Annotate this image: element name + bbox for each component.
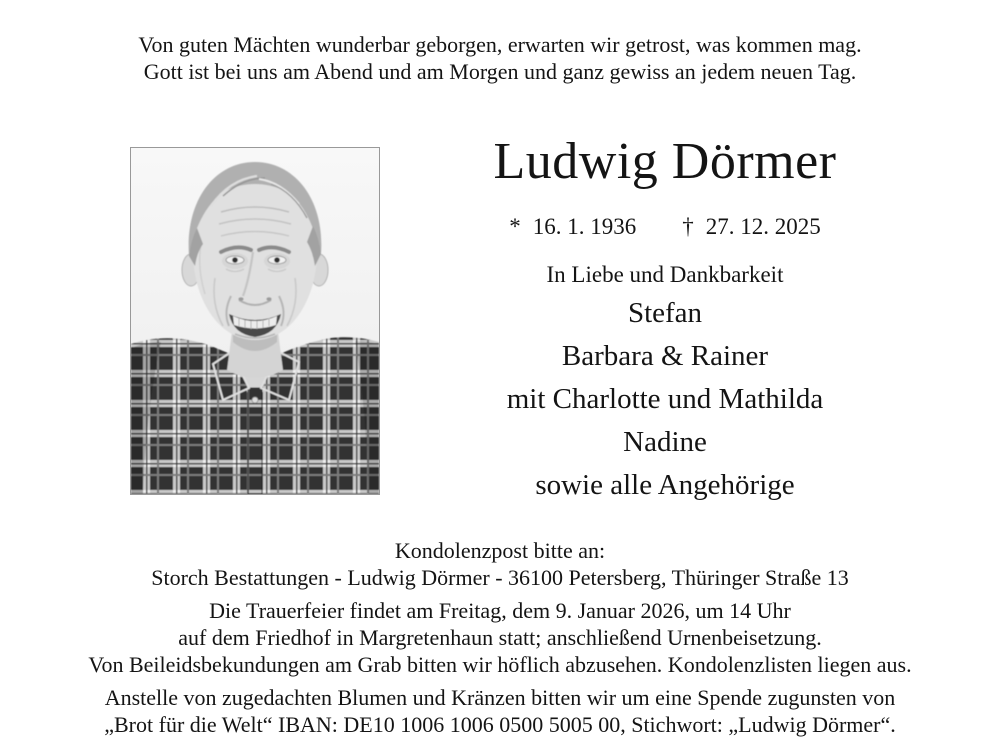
mourner-name: Stefan xyxy=(627,297,703,329)
mourner-name: Barbara & Rainer xyxy=(561,340,769,372)
donation-block xyxy=(0,684,1000,738)
portrait-photo xyxy=(130,147,380,495)
mourner-name: sowie alle Angehörige xyxy=(535,469,795,501)
condolence-heading: Kondolenzpost bitte an: xyxy=(394,538,606,563)
birth-date-group xyxy=(509,214,636,239)
portrait-illustration xyxy=(131,148,379,494)
donation-line-2: „Brot für die Welt“ IBAN: DE10 1006 1006 0500 5005 00, Stichwort: „Ludwig Dörmer“. xyxy=(104,712,896,737)
announcement-column xyxy=(420,133,910,507)
deceased-name: Ludwig Dörmer xyxy=(493,133,837,190)
funeral-block xyxy=(0,597,1000,678)
verse-line-1: Von guten Mächten wunderbar geborgen, erwarten wir getrost, was kommen mag. xyxy=(138,32,862,57)
birth-star-symbol: * xyxy=(509,214,521,239)
life-dates xyxy=(420,213,910,241)
verse-line-2: Gott ist bei uns am Abend und am Morgen und ganz gewiss an jedem neuen Tag. xyxy=(143,59,857,84)
birth-date: 16. 1. 1936 xyxy=(532,214,637,239)
death-date-group xyxy=(682,214,821,239)
funeral-line-3: Von Beileidsbekundungen am Grab bitten wir höflich abzusehen. Kondolenzlisten liegen aus. xyxy=(88,652,912,677)
information-block xyxy=(0,531,1000,738)
mourner-name: Nadine xyxy=(623,426,707,458)
mourner-name: mit Charlotte und Mathilda xyxy=(506,383,824,415)
condolence-address: Storch Bestattungen - Ludwig Dörmer - 36100 Petersberg, Thüringer Straße 13 xyxy=(151,565,849,590)
opening-verse xyxy=(0,31,1000,85)
death-date: 27. 12. 2025 xyxy=(705,214,821,239)
mourners-list xyxy=(420,292,910,507)
funeral-line-1: Die Trauerfeier findet am Freitag, dem 9. Januar 2026, um 14 Uhr xyxy=(209,598,791,623)
funeral-line-2: auf dem Friedhof in Margretenhaun statt; anschließend Urnenbeisetzung. xyxy=(178,625,822,650)
condolence-block xyxy=(0,537,1000,591)
donation-line-1: Anstelle von zugedachten Blumen und Kränzen bitten wir um eine Spende zugunsten von xyxy=(104,685,896,710)
mourners-intro: In Liebe und Dankbarkeit xyxy=(546,262,784,287)
death-cross-symbol: † xyxy=(682,214,694,239)
